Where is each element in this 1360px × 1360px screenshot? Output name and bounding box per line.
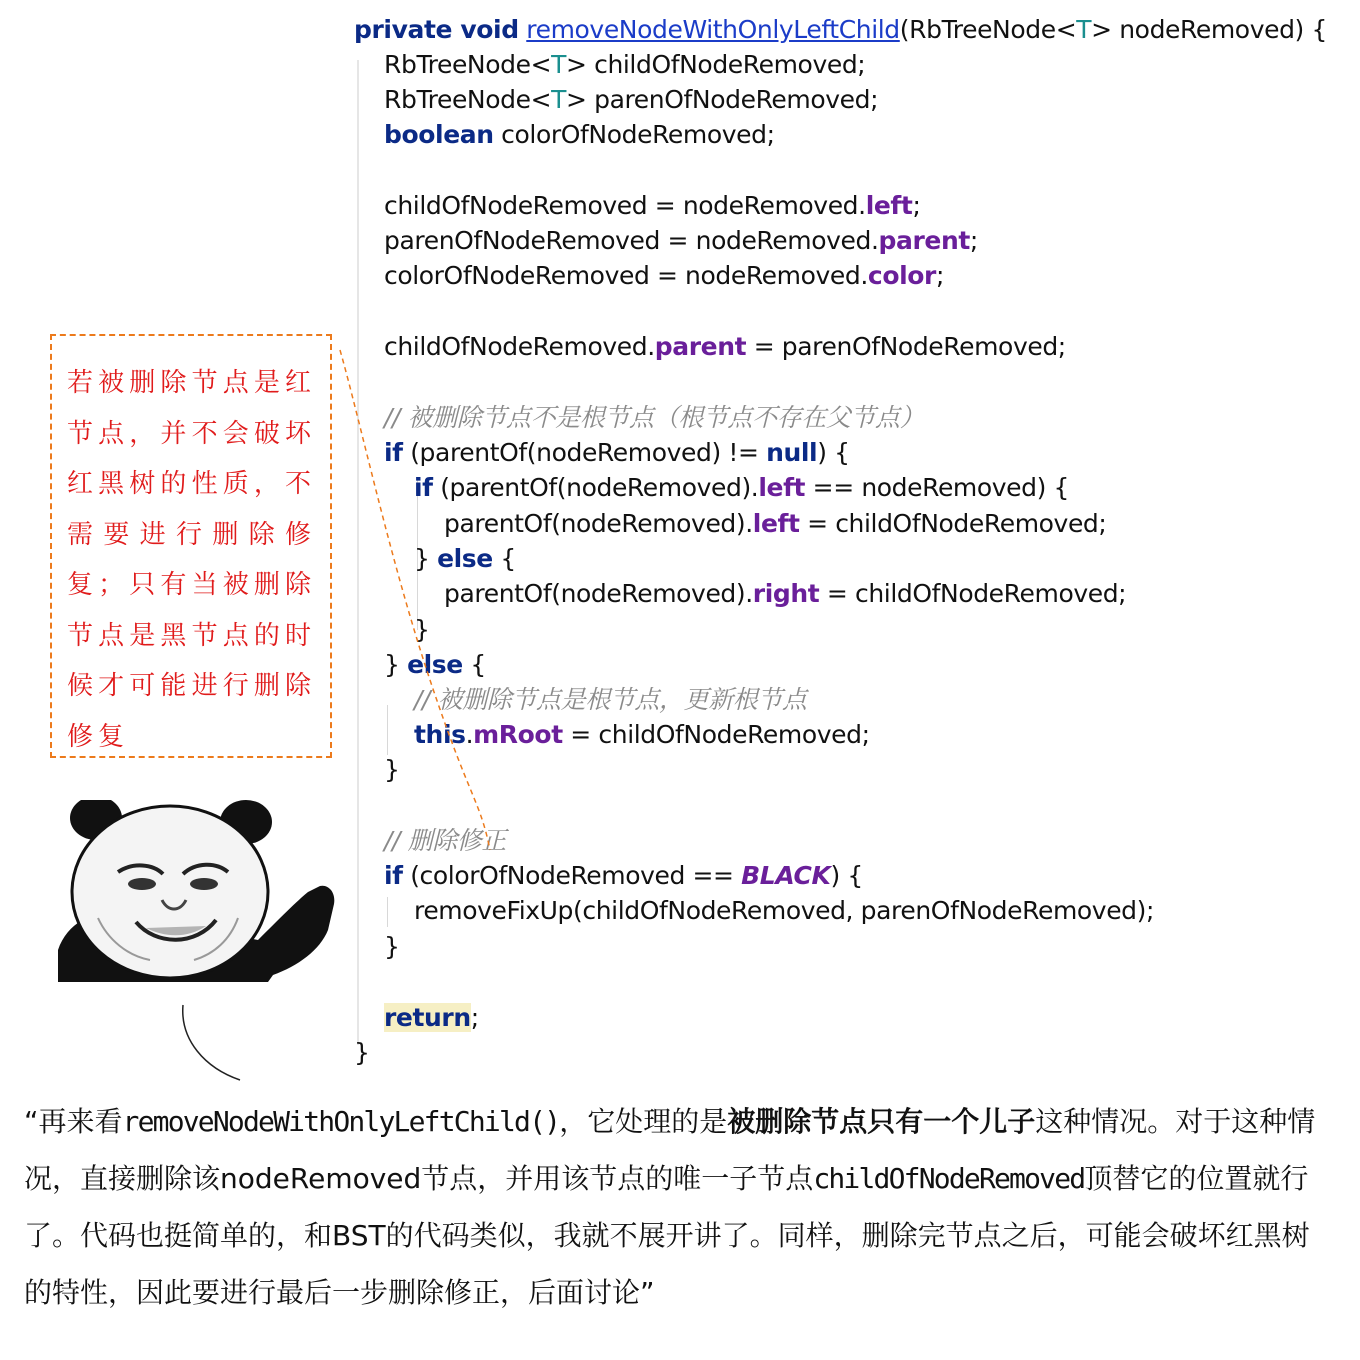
code-line: } — [414, 615, 430, 644]
code-line: RbTreeNode<T> parenOfNodeRemoved; — [384, 85, 879, 114]
code-line: this.mRoot = childOfNodeRemoved; — [414, 720, 870, 749]
code-line: } — [384, 932, 400, 961]
code-comment: // 删除修正 — [384, 826, 506, 855]
code-line: if (parentOf(nodeRemoved) != null) { — [384, 438, 850, 467]
method-name-link[interactable]: removeNodeWithOnlyLeftChild — [526, 15, 900, 44]
code-line: } else { — [384, 650, 486, 679]
indent-guide — [387, 897, 388, 927]
speech-tail — [183, 1005, 240, 1080]
code-line: RbTreeNode<T> childOfNodeRemoved; — [384, 50, 866, 79]
code-line: colorOfNodeRemoved = nodeRemoved.color; — [384, 261, 945, 290]
code-comment: // 被删除节点不是根节点（根节点不存在父节点） — [384, 403, 925, 432]
code-gutter — [357, 60, 359, 1045]
annotation-text: 若被删除节点是红节点，并不会破坏红黑树的性质，不需要进行删除修复；只有当被删除节点是黑节点的时候才可能进行删除修复 — [67, 368, 316, 752]
code-line: return; — [384, 1003, 479, 1032]
code-line: boolean colorOfNodeRemoved; — [384, 120, 775, 149]
code-line: childOfNodeRemoved = nodeRemoved.left; — [384, 191, 921, 220]
code-line: parentOf(nodeRemoved).right = childOfNodeRemoved; — [444, 579, 1127, 608]
code-line: removeFixUp(childOfNodeRemoved, parenOfNodeRemoved); — [414, 896, 1155, 925]
caption-paragraph: “再来看removeNodeWithOnlyLeftChild()，它处理的是被删除节点只有一个儿子这种情况。对于这种情况，直接删除该nodeRemoved节点，并用该节点的唯一子节点childOfNodeRemoved顶替它的位置就行了。代码也挺简单的，和BST的代码类似，我就不展开讲了。同样，删除完节点之后，可能会破坏红黑树的特性，因此要进行最后一步删除修正，后面讨论” — [24, 1105, 1316, 1309]
code-comment: // 被删除节点是根节点，更新根节点 — [414, 685, 807, 714]
code-line-signature: private void removeNodeWithOnlyLeftChild(RbTreeNode<T> nodeRemoved) { — [354, 15, 1327, 44]
code-line: parenOfNodeRemoved = nodeRemoved.parent; — [384, 226, 978, 255]
annotation-note — [50, 334, 332, 758]
panda-meme-icon — [58, 800, 338, 982]
code-line: } — [384, 755, 400, 784]
code-line: if (colorOfNodeRemoved == BLACK) { — [384, 861, 863, 890]
code-block — [352, 12, 1352, 1070]
code-line: childOfNodeRemoved.parent = parenOfNodeRemoved; — [384, 332, 1066, 361]
indent-guide — [387, 705, 388, 755]
code-line: } — [354, 1038, 370, 1067]
code-line: if (parentOf(nodeRemoved).left == nodeRemoved) { — [414, 473, 1070, 502]
code-line: parentOf(nodeRemoved).left = childOfNodeRemoved; — [444, 509, 1107, 538]
code-line: } else { — [414, 544, 516, 573]
